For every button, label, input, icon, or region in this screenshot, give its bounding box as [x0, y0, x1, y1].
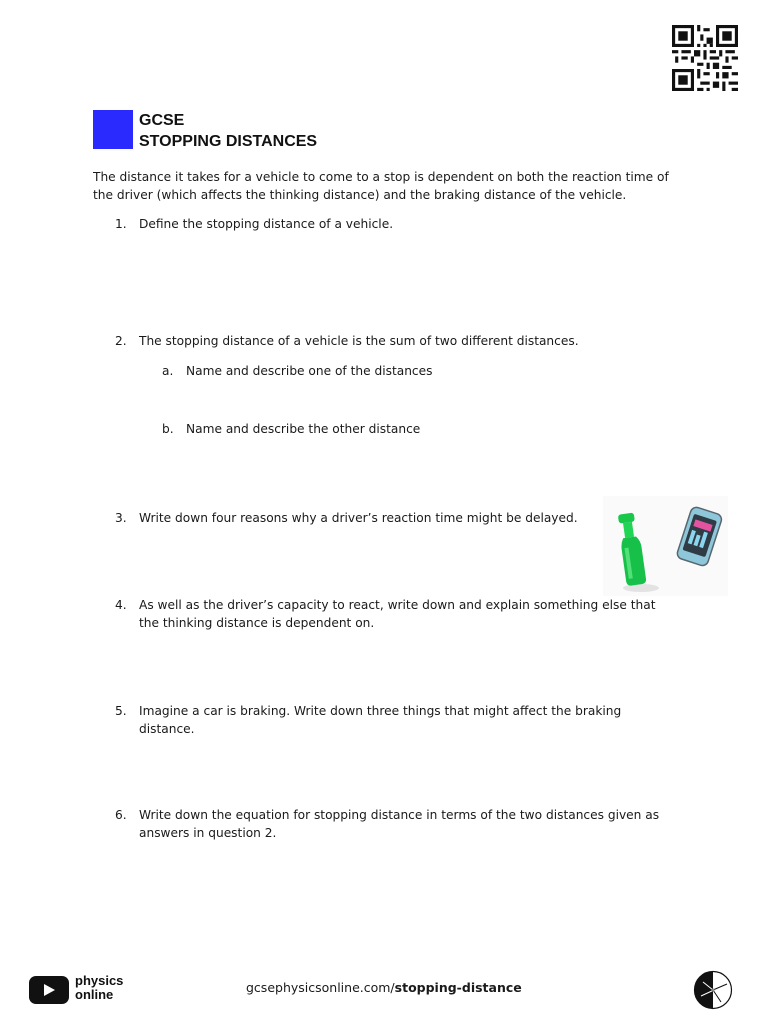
- question-number: 6.: [115, 808, 127, 822]
- question-text: As well as the driver’s capacity to react, write down and explain something else that the thinking distance is dependent on.: [139, 598, 656, 630]
- page-title: [139, 110, 317, 152]
- title-accent-square: [93, 110, 133, 149]
- topic-title: STOPPING DISTANCES: [139, 133, 318, 150]
- question-number: 1.: [115, 217, 127, 231]
- footer-url[interactable]: [246, 980, 522, 995]
- part-letter: a.: [162, 364, 174, 378]
- url-path: stopping-distance: [394, 980, 522, 995]
- brand-name: physics online: [75, 973, 124, 1002]
- part-text: Name and describe the other distance: [186, 422, 421, 436]
- question-text: Write down four reasons why a driver’s reaction time might be delayed.: [139, 511, 578, 525]
- level-label: GCSE: [139, 112, 185, 129]
- youtube-play-icon: [29, 976, 69, 1004]
- question-text: Imagine a car is braking. Write down three things that might affect the braking distance.: [139, 704, 622, 736]
- question-number: 2.: [115, 334, 127, 348]
- intro-paragraph: The distance it takes for a vehicle to come to a stop is dependent on both the reaction time of the driver (which affects the thinking distance) and the braking distance of the vehicle.: [93, 170, 669, 202]
- question-number: 5.: [115, 704, 127, 718]
- question-number: 4.: [115, 598, 127, 612]
- question-text: Define the stopping distance of a vehicle.: [139, 217, 394, 231]
- qr-code-icon: [671, 25, 739, 91]
- question-text: Write down the equation for stopping distance in terms of the two distances given as answers in question 2.: [139, 808, 660, 840]
- url-domain: gcsephysicsonline.com/: [246, 980, 395, 995]
- circle-logo-icon: [693, 970, 733, 1010]
- question-text: The stopping distance of a vehicle is the sum of two different distances.: [139, 334, 579, 348]
- question-number: 3.: [115, 511, 127, 525]
- bottle-and-phone-image: [603, 496, 728, 596]
- part-letter: b.: [162, 422, 174, 436]
- part-text: Name and describe one of the distances: [186, 364, 433, 378]
